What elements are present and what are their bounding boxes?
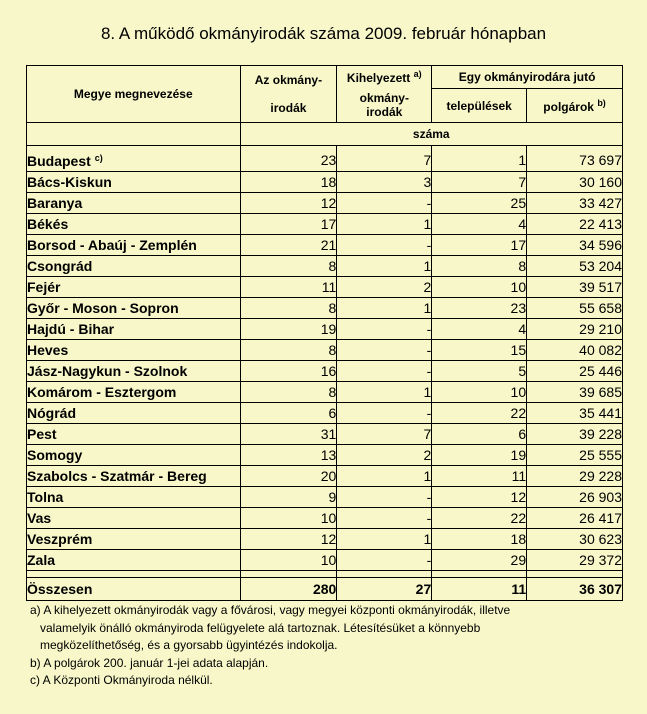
cell-okmany: 19 (240, 319, 337, 340)
cell-okmany: 12 (240, 193, 337, 214)
county-name: Baranya (27, 193, 241, 214)
cell-okmany: 9 (240, 487, 337, 508)
table-row (27, 146, 623, 172)
cell-polgarok: 73 697 (527, 146, 623, 172)
cell-okmany: 17 (240, 214, 337, 235)
county-name: Békés (27, 214, 241, 235)
cell-polgarok: 35 441 (527, 403, 623, 424)
header-telepulesek: települések (432, 89, 527, 123)
header-kihelyezett-line2: okmány- (359, 91, 409, 105)
cell-kihelyezett: 3 (337, 172, 432, 193)
spacer-row (27, 571, 623, 578)
cell-okmany: 18 (240, 172, 337, 193)
cell-telepulesek: 11 (432, 466, 527, 487)
county-name: Hajdú - Bihar (27, 319, 241, 340)
header-egy-okmanyirodara: Egy okmányirodára jutó (432, 66, 623, 89)
cell-polgarok: 25 446 (527, 361, 623, 382)
cell-okmany: 280 (240, 578, 337, 601)
cell-kihelyezett: 2 (337, 277, 432, 298)
spacer-cell (240, 571, 337, 578)
cell-telepulesek: 18 (432, 529, 527, 550)
cell-kihelyezett: 1 (337, 256, 432, 277)
footnote-a-marker: a) (413, 69, 422, 79)
cell-okmany: 12 (240, 529, 337, 550)
cell-kihelyezett: - (337, 403, 432, 424)
cell-polgarok: 22 413 (527, 214, 623, 235)
county-name: Komárom - Esztergom (27, 382, 241, 403)
cell-kihelyezett: 7 (337, 424, 432, 445)
county-name: Győr - Moson - Sopron (27, 298, 241, 319)
cell-okmany: 8 (240, 382, 337, 403)
cell-okmany: 16 (240, 361, 337, 382)
cell-okmany: 20 (240, 466, 337, 487)
footnotes (30, 602, 620, 690)
header-kihelyezett (337, 66, 432, 123)
cell-kihelyezett: 1 (337, 298, 432, 319)
header-okmanyirodak (240, 66, 337, 123)
cell-polgarok: 29 210 (527, 319, 623, 340)
cell-polgarok: 33 427 (527, 193, 623, 214)
cell-kihelyezett: - (337, 487, 432, 508)
cell-kihelyezett: - (337, 550, 432, 571)
table-row (27, 340, 623, 361)
cell-okmany: 23 (240, 146, 337, 172)
cell-kihelyezett: - (337, 235, 432, 256)
county-name: Szabolcs - Szatmár - Bereg (27, 466, 241, 487)
footnote-a-line3: megközelíthetőség, és a gyorsabb ügyintézés indokolja. (40, 638, 338, 653)
cell-polgarok: 29 228 (527, 466, 623, 487)
cell-kihelyezett: - (337, 508, 432, 529)
cell-okmany: 8 (240, 298, 337, 319)
cell-okmany: 8 (240, 256, 337, 277)
cell-telepulesek: 1 (432, 146, 527, 172)
cell-telepulesek: 25 (432, 193, 527, 214)
cell-polgarok: 40 082 (527, 340, 623, 361)
table-row (27, 193, 623, 214)
footnote-c-marker: c) (94, 153, 103, 163)
cell-polgarok: 39 517 (527, 277, 623, 298)
total-label: Összesen (27, 578, 241, 601)
cell-polgarok: 55 658 (527, 298, 623, 319)
cell-telepulesek: 10 (432, 277, 527, 298)
header-okmanyirodak-line1: Az okmány- (254, 73, 323, 87)
spacer-cell (527, 571, 623, 578)
cell-okmany: 8 (240, 340, 337, 361)
header-megye: Megye megnevezése (27, 66, 241, 123)
cell-kihelyezett: - (337, 361, 432, 382)
cell-kihelyezett: 2 (337, 445, 432, 466)
footnote-a-line1: a) A kihelyezett okmányirodák vagy a fővárosi, vagy megyei központi okmányirodák, illetve (30, 603, 511, 617)
cell-telepulesek: 12 (432, 487, 527, 508)
table-row (27, 550, 623, 571)
cell-telepulesek: 11 (432, 578, 527, 601)
cell-kihelyezett: - (337, 193, 432, 214)
spacer-cell (27, 571, 241, 578)
table-body (27, 146, 623, 601)
cell-telepulesek: 6 (432, 424, 527, 445)
cell-telepulesek: 4 (432, 319, 527, 340)
cell-telepulesek: 23 (432, 298, 527, 319)
header-blank (27, 123, 241, 146)
footnote-b: b) A polgárok 200. január 1-jei adata alapján. (30, 655, 269, 670)
table-row (27, 466, 623, 487)
page-title: 8. A működő okmányirodák száma 2009. február hónapban (100, 24, 547, 43)
table-row (27, 424, 623, 445)
cell-okmany: 10 (240, 508, 337, 529)
cell-telepulesek: 17 (432, 235, 527, 256)
cell-okmany: 21 (240, 235, 337, 256)
cell-polgarok: 26 903 (527, 487, 623, 508)
cell-telepulesek: 29 (432, 550, 527, 571)
cell-polgarok: 39 228 (527, 424, 623, 445)
county-name: Csongrád (27, 256, 241, 277)
cell-polgarok: 53 204 (527, 256, 623, 277)
county-name: Budapest $^{c)}$ (27, 146, 241, 172)
cell-kihelyezett: - (337, 319, 432, 340)
table-row (27, 298, 623, 319)
footnote-a-line2: valamelyik önálló okmányiroda felügyelete alá tartoznak. Létesítésüket a könnyebb (40, 620, 481, 635)
spacer-cell (432, 571, 527, 578)
table-row (27, 172, 623, 193)
county-name: Heves (27, 340, 241, 361)
cell-polgarok: 36 307 (527, 578, 623, 601)
county-name: Tolna (27, 487, 241, 508)
header-polgarok: polgárok $^{b)}$ (527, 89, 623, 123)
table-row (27, 403, 623, 424)
cell-polgarok: 30 160 (527, 172, 623, 193)
county-name: Jász-Nagykun - Szolnok (27, 361, 241, 382)
county-name: Borsod - Abaúj - Zemplén (27, 235, 241, 256)
cell-telepulesek: 22 (432, 508, 527, 529)
cell-okmany: 31 (240, 424, 337, 445)
table-row (27, 235, 623, 256)
cell-kihelyezett: 7 (337, 146, 432, 172)
county-name: Zala (27, 550, 241, 571)
table-row (27, 256, 623, 277)
county-name: Bács-Kiskun (27, 172, 241, 193)
cell-telepulesek: 7 (432, 172, 527, 193)
cell-telepulesek: 5 (432, 361, 527, 382)
header-kihelyezett-line1: Kihelyezett $^{a)}$ (346, 69, 422, 85)
table-row (27, 319, 623, 340)
cell-kihelyezett: 27 (337, 578, 432, 601)
table-row (27, 361, 623, 382)
table-row (27, 382, 623, 403)
cell-polgarok: 26 417 (527, 508, 623, 529)
cell-polgarok: 34 596 (527, 235, 623, 256)
county-name: Vas (27, 508, 241, 529)
table-row (27, 487, 623, 508)
cell-okmany: 6 (240, 403, 337, 424)
cell-telepulesek: 15 (432, 340, 527, 361)
table-row (27, 277, 623, 298)
table-row (27, 214, 623, 235)
cell-okmany: 10 (240, 550, 337, 571)
cell-polgarok: 25 555 (527, 445, 623, 466)
table-row (27, 529, 623, 550)
county-name: Nógrád (27, 403, 241, 424)
cell-telepulesek: 19 (432, 445, 527, 466)
data-table (26, 65, 623, 601)
cell-kihelyezett: 1 (337, 466, 432, 487)
cell-polgarok: 29 372 (527, 550, 623, 571)
footnote-b-marker: b) (597, 97, 606, 108)
table-row (27, 508, 623, 529)
cell-okmany: 13 (240, 445, 337, 466)
footnote-c: c) A Központi Okmányiroda nélkül. (30, 673, 213, 688)
cell-kihelyezett: 1 (337, 529, 432, 550)
cell-telepulesek: 10 (432, 382, 527, 403)
county-name: Veszprém (27, 529, 241, 550)
header-kihelyezett-line3: irodák (366, 105, 403, 119)
county-name: Pest (27, 424, 241, 445)
header-okmanyirodak-line2: irodák (270, 101, 307, 115)
cell-kihelyezett: 1 (337, 214, 432, 235)
cell-okmany: 11 (240, 277, 337, 298)
total-row (27, 578, 623, 601)
cell-telepulesek: 8 (432, 256, 527, 277)
county-name: Somogy (27, 445, 241, 466)
cell-kihelyezett: - (337, 340, 432, 361)
table-row (27, 445, 623, 466)
cell-polgarok: 30 623 (527, 529, 623, 550)
spacer-cell (337, 571, 432, 578)
header-szama: száma (240, 123, 622, 146)
cell-polgarok: 39 685 (527, 382, 623, 403)
cell-kihelyezett: 1 (337, 382, 432, 403)
cell-telepulesek: 4 (432, 214, 527, 235)
cell-telepulesek: 22 (432, 403, 527, 424)
county-name: Fejér (27, 277, 241, 298)
